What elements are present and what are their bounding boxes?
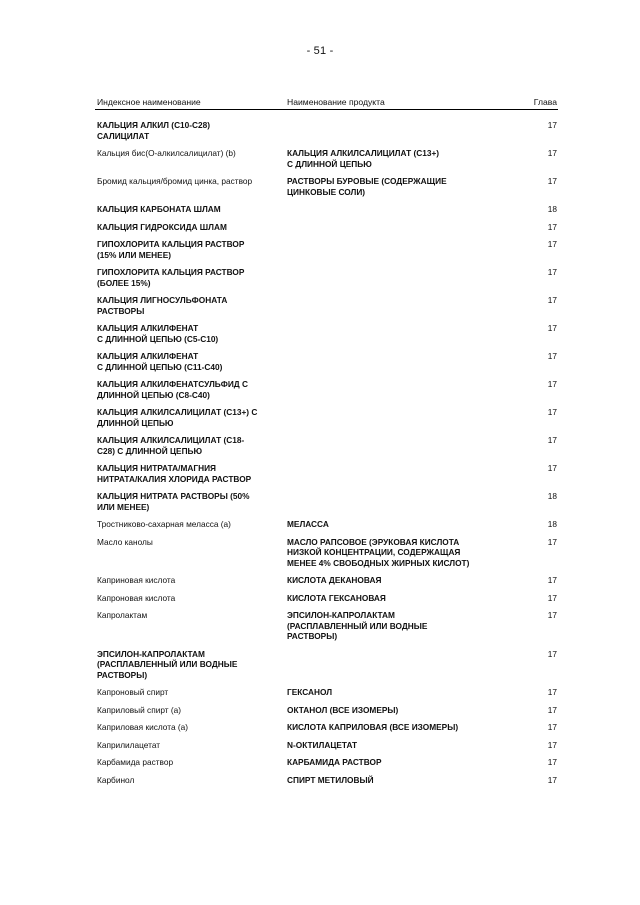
chapter-cell: 18 xyxy=(547,204,557,214)
product-name-cell xyxy=(285,645,513,684)
index-name-cell: ЭПСИЛОН-КАПРОЛАКТАМ (РАСПЛАВЛЕННЫЙ ИЛИ ВОДНЫЕ РАСТВОРЫ) xyxy=(97,648,238,680)
chapter-cell: 17 xyxy=(547,323,557,333)
product-name-cell: КИСЛОТА ГЕКСАНОВАЯ xyxy=(287,592,386,603)
product-name-cell: КИСЛОТА КАПРИЛОВАЯ (ВСЕ ИЗОМЕРЫ) xyxy=(287,722,459,732)
index-name-cell: Каприлилацетат xyxy=(97,739,161,750)
product-name-cell: МАСЛО РАПСОВОЕ (ЭРУКОВАЯ КИСЛОТА НИЗКОЙ КОНЦЕНТРАЦИИ, СОДЕРЖАЩАЯ МЕНЕЕ 4% СВОБОДНЫХ ЖИРНЫХ КИСЛОТ) xyxy=(287,536,470,568)
product-name-cell: КАРБАМИДА РАСТВОР xyxy=(287,757,382,767)
chapter-cell: 17 xyxy=(547,148,557,158)
index-name-cell: Тростниково-сахарная меласса (a) xyxy=(97,519,231,529)
product-name-cell xyxy=(285,218,513,236)
table-row xyxy=(95,347,558,375)
product-name-cell xyxy=(285,459,513,487)
index-name-cell: КАЛЬЦИЯ АЛКИЛСАЛИЦИЛАТ (C13+) С ДЛИННОЙ ЦЕПЬЮ xyxy=(97,407,258,428)
table-row xyxy=(95,144,558,172)
index-name-cell: Капроновая кислота xyxy=(97,592,176,603)
index-name-cell: КАЛЬЦИЯ НИТРАТА/МАГНИЯ НИТРАТА/КАЛИЯ ХЛОРИДА РАСТВОР xyxy=(97,463,252,484)
chapter-cell: 17 xyxy=(547,176,557,186)
table-row xyxy=(95,701,558,719)
table-row xyxy=(95,736,558,754)
chapter-cell: 17 xyxy=(547,687,557,697)
table-row xyxy=(95,645,558,684)
index-name-cell: КАЛЬЦИЯ ГИДРОКСИДА ШЛАМ xyxy=(97,221,227,232)
table-row xyxy=(95,683,558,701)
table-row xyxy=(95,235,558,263)
index-name-cell: Бромид кальция/бромид цинка, раствор xyxy=(97,176,253,186)
chapter-cell: 17 xyxy=(547,757,557,767)
index-name-cell: Капролактам xyxy=(97,610,148,620)
product-name-cell: ЭПСИЛОН-КАПРОЛАКТАМ (РАСПЛАВЛЕННЫЙ ИЛИ ВОДНЫЕ РАСТВОРЫ) xyxy=(287,610,428,641)
table-row xyxy=(95,403,558,431)
chapter-cell: 17 xyxy=(547,536,557,547)
index-name-cell: Карбамида раствор xyxy=(97,757,174,767)
page-number: - 51 - xyxy=(306,45,334,57)
table-row xyxy=(95,571,558,589)
index-name-cell: КАЛЬЦИЯ НИТРАТА РАСТВОРЫ (50% ИЛИ МЕНЕЕ) xyxy=(97,491,250,512)
table-row xyxy=(95,319,558,347)
product-name-cell xyxy=(285,319,513,347)
product-name-cell xyxy=(285,431,513,459)
index-name-cell: КАЛЬЦИЯ КАРБОНАТА ШЛАМ xyxy=(97,204,221,214)
product-name-cell xyxy=(285,110,513,145)
table-row xyxy=(95,487,558,515)
chapter-cell: 17 xyxy=(547,592,557,603)
table-row xyxy=(95,589,558,607)
product-name-cell: ОКТАНОЛ (ВСЕ ИЗОМЕРЫ) xyxy=(287,704,399,715)
chapter-cell: 18 xyxy=(547,491,557,501)
table-header-row xyxy=(95,93,558,110)
product-name-cell: N-ОКТИЛАЦЕТАТ xyxy=(287,739,358,750)
table-row xyxy=(95,533,558,572)
chapter-cell: 17 xyxy=(547,575,557,585)
product-name-cell xyxy=(285,403,513,431)
table-row xyxy=(95,753,558,771)
chapter-cell: 17 xyxy=(547,120,557,130)
header-product-name: Наименование продукта xyxy=(285,93,513,110)
chapter-cell: 17 xyxy=(547,648,557,659)
table-row xyxy=(95,200,558,218)
chapter-cell: 17 xyxy=(547,351,557,361)
index-name-cell: КАЛЬЦИЯ АЛКИЛФЕНАТСУЛЬФИД С ДЛИННОЙ ЦЕПЬЮ (C8-C40) xyxy=(97,379,249,400)
index-name-cell: Кальция бис(О-алкилсалицилат) (b) xyxy=(97,148,236,158)
table-row xyxy=(95,218,558,236)
header-chapter: Глава xyxy=(513,93,558,110)
product-name-cell xyxy=(285,235,513,263)
index-name-cell: Капроновый спирт xyxy=(97,687,169,697)
chapter-cell: 17 xyxy=(547,610,557,620)
product-name-cell: КИСЛОТА ДЕКАНОВАЯ xyxy=(287,575,382,585)
index-name-cell: Каприловый спирт (a) xyxy=(97,704,182,715)
index-name-cell: ГИПОХЛОРИТА КАЛЬЦИЯ РАСТВОР (15% ИЛИ МЕНЕЕ) xyxy=(97,239,245,260)
index-name-cell: КАЛЬЦИЯ АЛКИЛ (C10-C28) САЛИЦИЛАТ xyxy=(97,120,211,141)
table-row xyxy=(95,771,558,789)
table-row xyxy=(95,606,558,645)
index-name-cell: Масло канолы xyxy=(97,536,153,547)
chapter-cell: 17 xyxy=(547,463,557,473)
product-name-cell xyxy=(285,200,513,218)
chapter-cell: 17 xyxy=(547,221,557,232)
table-row xyxy=(95,375,558,403)
table-row xyxy=(95,110,558,145)
chapter-cell: 17 xyxy=(547,379,557,389)
chapter-cell: 17 xyxy=(547,739,557,750)
index-name-cell: КАЛЬЦИЯ АЛКИЛФЕНАТ С ДЛИННОЙ ЦЕПЬЮ (C11-C40) xyxy=(97,351,223,372)
product-name-cell: РАСТВОРЫ БУРОВЫЕ (СОДЕРЖАЩИЕ ЦИНКОВЫЕ СОЛИ) xyxy=(287,176,447,197)
product-name-cell xyxy=(285,263,513,291)
product-name-cell xyxy=(285,291,513,319)
table-row xyxy=(95,459,558,487)
chapter-cell: 17 xyxy=(547,267,557,277)
index-name-cell: Каприловая кислота (a) xyxy=(97,722,189,732)
product-name-cell xyxy=(285,375,513,403)
table-row xyxy=(95,718,558,736)
table-row xyxy=(95,172,558,200)
product-name-cell: МЕЛАССА xyxy=(287,519,329,529)
table-row xyxy=(95,431,558,459)
index-name-cell: Каприновая кислота xyxy=(97,575,176,585)
index-table xyxy=(95,93,558,788)
product-name-cell: ГЕКСАНОЛ xyxy=(287,687,333,697)
table-row xyxy=(95,263,558,291)
product-name-cell xyxy=(285,487,513,515)
index-name-cell: ГИПОХЛОРИТА КАЛЬЦИЯ РАСТВОР (БОЛЕЕ 15%) xyxy=(97,267,245,288)
product-name-cell xyxy=(285,347,513,375)
chapter-cell: 17 xyxy=(547,774,557,785)
product-name-cell: СПИРТ МЕТИЛОВЫЙ xyxy=(287,774,374,785)
chapter-cell: 18 xyxy=(547,519,557,529)
chapter-cell: 17 xyxy=(547,435,557,445)
chapter-cell: 17 xyxy=(547,407,557,417)
table-row xyxy=(95,291,558,319)
chapter-cell: 17 xyxy=(547,239,557,249)
table-row xyxy=(95,515,558,533)
header-index-name: Индексное наименование xyxy=(95,93,285,110)
index-name-cell: КАЛЬЦИЯ АЛКИЛСАЛИЦИЛАТ (C18- C28) С ДЛИННОЙ ЦЕПЬЮ xyxy=(97,435,245,456)
index-name-cell: Карбинол xyxy=(97,774,135,785)
index-name-cell: КАЛЬЦИЯ АЛКИЛФЕНАТ С ДЛИННОЙ ЦЕПЬЮ (C5-C10) xyxy=(97,323,219,344)
index-name-cell: КАЛЬЦИЯ ЛИГНОСУЛЬФОНАТА РАСТВОРЫ xyxy=(97,295,228,316)
chapter-cell: 17 xyxy=(547,704,557,715)
product-name-cell: КАЛЬЦИЯ АЛКИЛСАЛИЦИЛАТ (C13+) С ДЛИННОЙ ЦЕПЬЮ xyxy=(287,148,440,169)
chapter-cell: 17 xyxy=(547,722,557,732)
chapter-cell: 17 xyxy=(547,295,557,305)
